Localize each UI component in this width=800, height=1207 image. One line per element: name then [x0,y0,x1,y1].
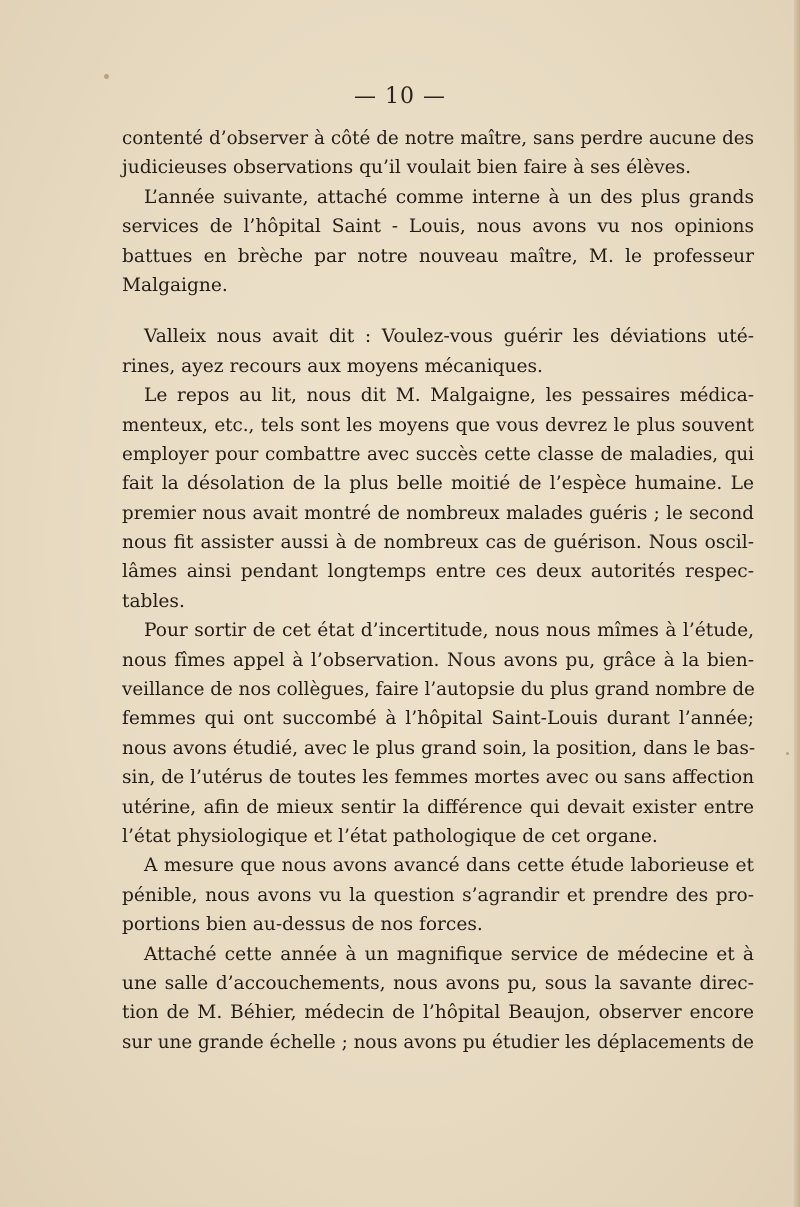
text-line: tables. [122,590,185,612]
text-line: contenté d’observer à côté de notre maître, sans perdre aucune des [122,128,754,149]
paragraph-gap [122,300,754,322]
text-line: Le repos au lit, nous dit M. Malgaigne, les pessaires médica- [144,385,754,407]
text-line: pénible, nous avons vu la question s’agrandir et prendre des pro- [122,884,754,906]
text-line: nous fîmes appel à l’observation. Nous avons pu, grâce à la bien- [122,649,754,671]
text-line: Malgaigne. [122,274,228,296]
text-line: Attaché cette année à un magnifique service de médecine et à [144,943,754,965]
text-line: L’année suivante, attaché comme interne à un des plus grands [144,186,754,208]
page-number: — 10 — [354,84,446,109]
text-line: une salle d’accouchements, nous avons pu, sous la savante direc- [122,972,754,994]
text-line: femmes qui ont succombé à l’hôpital Saint-Louis durant l’année; [122,708,754,730]
paper-speck [786,752,789,755]
text-line: sur une grande échelle ; nous avons pu étudier les déplacements de [122,1031,754,1053]
text-line: Pour sortir de cet état d’incertitude, nous nous mîmes à l’étude, [144,620,754,642]
text-line: sin, de l’utérus de toutes les femmes mortes avec ou sans affection [122,767,755,789]
text-line: portions bien au-dessus de nos forces. [122,914,483,936]
text-line: lâmes ainsi pendant longtemps entre ces deux autorités respec- [122,561,754,583]
text-line: services de l’hôpital Saint - Louis, nous avons vu nos opinions [122,216,754,238]
text-line: premier nous avait montré de nombreux malades guéris ; le second [122,502,754,524]
text-line: Valleix nous avait dit : Voulez-vous guérir les déviations uté- [144,326,754,348]
text-line: l’état physiologique et l’état pathologique de cet organe. [122,825,658,847]
text-line: battues en brèche par notre nouveau maître, M. le professeur [122,245,754,267]
text-line: fait la désolation de la plus belle moitié de l’espèce humaine. Le [122,473,754,495]
text-line: veillance de nos collègues, faire l’autopsie du plus grand nombre de [122,679,755,701]
text-line: employer pour combattre avec succès cette classe de maladies, qui [122,443,754,465]
text-line: nous fit assister aussi à de nombreux cas de guérison. Nous oscil- [122,532,754,554]
text-line: menteux, etc., tels sont les moyens que vous devrez le plus souvent [122,414,754,436]
body-text [122,124,754,1057]
text-line: A mesure que nous avons avancé dans cette étude laborieuse et [144,855,754,877]
paper-speck [104,74,109,79]
text-line: rines, ayez recours aux moyens mécaniques. [122,355,543,377]
text-line: nous avons étudié, avec le plus grand soin, la position, dans le bas- [122,737,756,759]
text-line: utérine, afin de mieux sentir la différence qui devait exister entre [122,796,754,818]
text-line: tion de M. Béhier, médecin de l’hôpital Beaujon, observer encore [122,1002,754,1024]
text-line: judicieuses observations qu’il voulait bien faire à ses élèves. [122,157,692,179]
page-edge [794,0,800,1207]
